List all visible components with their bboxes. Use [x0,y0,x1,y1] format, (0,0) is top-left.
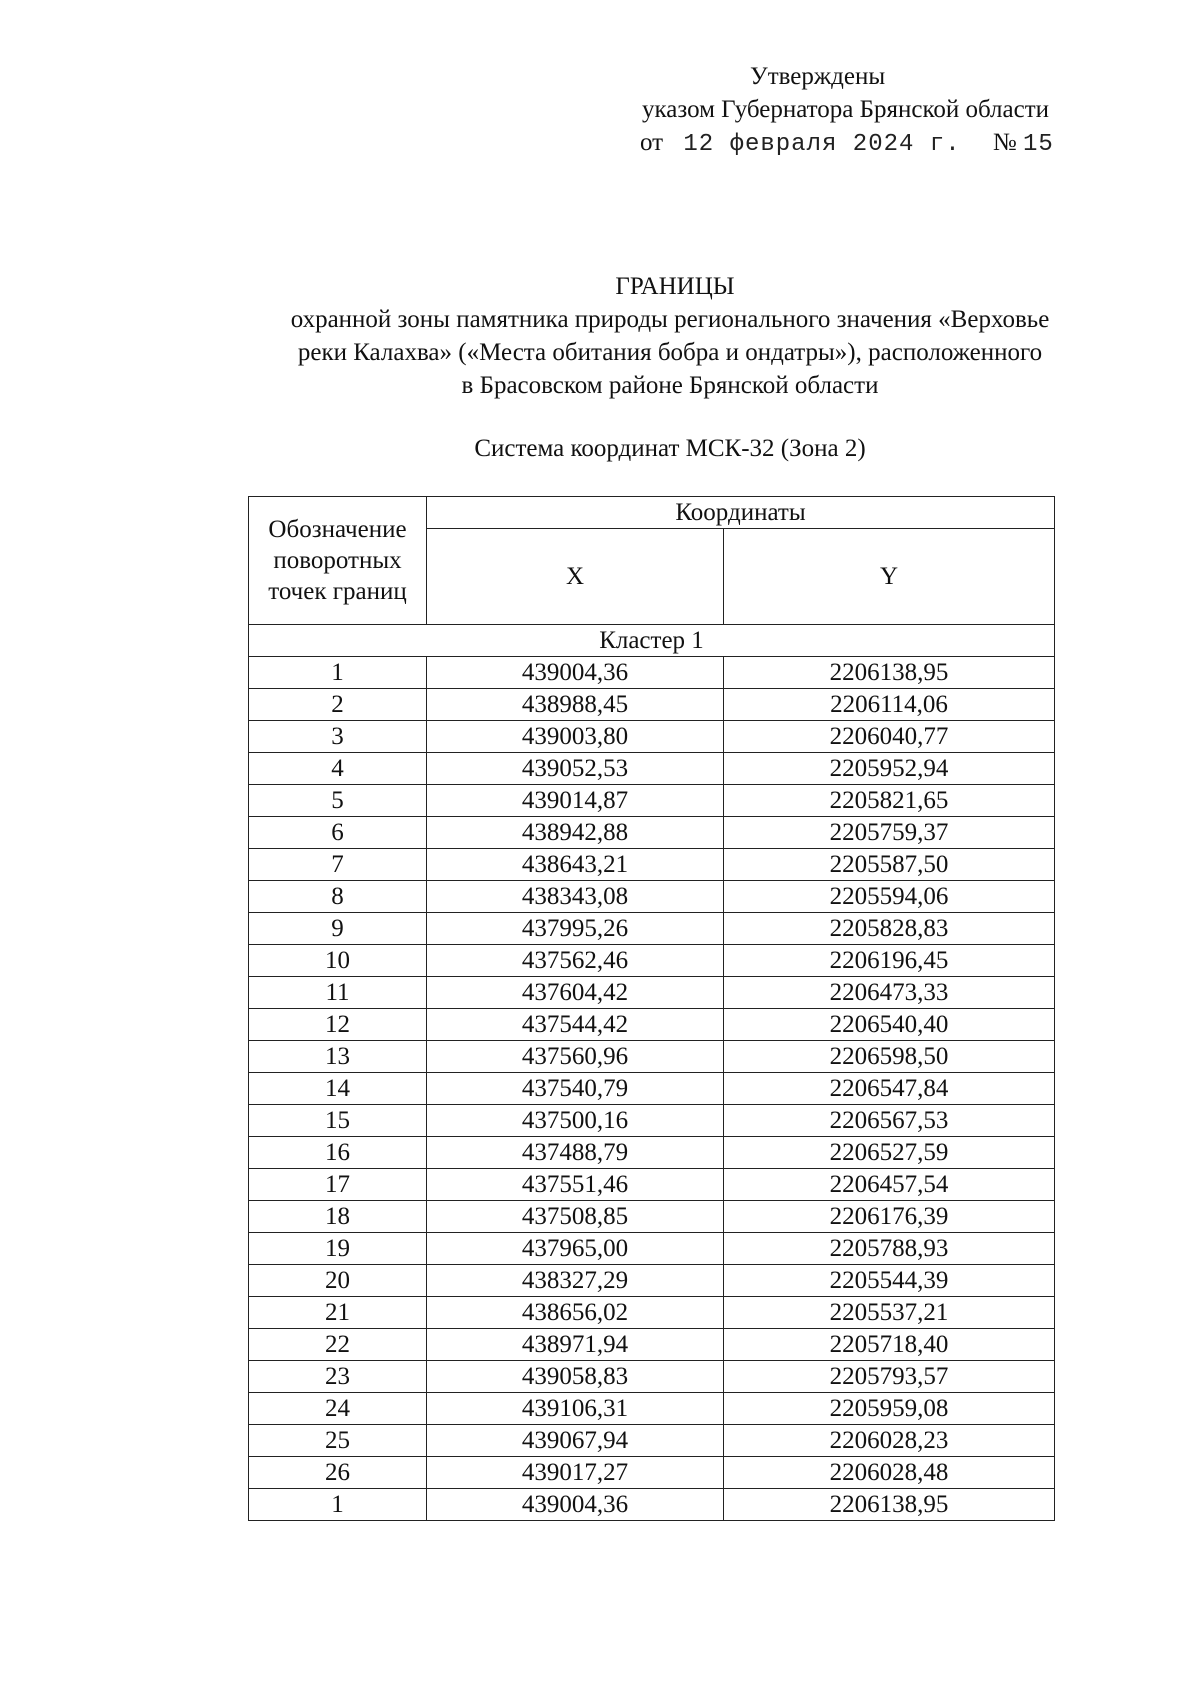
y-coordinate-cell: 2206547,84 [724,1073,1055,1105]
y-column-header: Y [724,529,1055,625]
x-coordinate-cell: 437995,26 [427,913,724,945]
y-coordinate-cell: 2205952,94 [724,753,1055,785]
x-coordinate-cell: 438656,02 [427,1297,724,1329]
point-cell: 23 [249,1361,427,1393]
x-coordinate-cell: 439017,27 [427,1457,724,1489]
table-row [249,1361,1055,1393]
y-coordinate-cell: 2205788,93 [724,1233,1055,1265]
x-coordinate-cell: 438343,08 [427,881,724,913]
x-coordinate-cell: 437604,42 [427,977,724,1009]
point-cell: 7 [249,849,427,881]
x-coordinate-cell: 438942,88 [427,817,724,849]
x-coordinate-cell: 437544,42 [427,1009,724,1041]
table-row [249,1169,1055,1201]
approval-date: 12 февраля 2024 г. [683,131,961,158]
y-coordinate-cell: 2205959,08 [724,1393,1055,1425]
x-coordinate-cell: 438643,21 [427,849,724,881]
y-coordinate-cell: 2206457,54 [724,1169,1055,1201]
x-coordinate-cell: 437500,16 [427,1105,724,1137]
table-row [249,1073,1055,1105]
y-coordinate-cell: 2206028,23 [724,1425,1055,1457]
x-coordinate-cell: 437562,46 [427,945,724,977]
point-cell: 12 [249,1009,427,1041]
point-cell: 26 [249,1457,427,1489]
approval-from-label: от [640,129,664,156]
document-title [220,270,1120,402]
y-coordinate-cell: 2206598,50 [724,1041,1055,1073]
y-coordinate-cell: 2206138,95 [724,1489,1055,1521]
x-coordinate-cell: 438988,45 [427,689,724,721]
x-column-header: X [427,529,724,625]
table-row [249,721,1055,753]
title-heading: ГРАНИЦЫ [615,273,735,300]
y-coordinate-cell: 2206176,39 [724,1201,1055,1233]
table-row [249,689,1055,721]
table-row [249,1265,1055,1297]
table-row [249,1137,1055,1169]
point-cell: 1 [249,657,427,689]
x-coordinate-cell: 438971,94 [427,1329,724,1361]
y-coordinate-cell: 2206138,95 [724,657,1055,689]
title-line-3: в Брасовском районе Брянской области [461,372,879,399]
point-cell: 9 [249,913,427,945]
table-row [249,849,1055,881]
coordinate-system-label: Система координат МСК-32 (Зона 2) [474,435,866,462]
table-row [249,913,1055,945]
table-row [249,1457,1055,1489]
point-cell: 10 [249,945,427,977]
table-row [249,1201,1055,1233]
x-coordinate-cell: 437965,00 [427,1233,724,1265]
point-cell: 17 [249,1169,427,1201]
point-cell: 13 [249,1041,427,1073]
table-row [249,1009,1055,1041]
y-coordinate-cell: 2205718,40 [724,1329,1055,1361]
x-coordinate-cell: 439014,87 [427,785,724,817]
x-coordinate-cell: 439004,36 [427,657,724,689]
y-coordinate-cell: 2205587,50 [724,849,1055,881]
table-row [249,753,1055,785]
point-cell: 15 [249,1105,427,1137]
table-row [249,1489,1055,1521]
y-coordinate-cell: 2205793,57 [724,1361,1055,1393]
table-row [249,1233,1055,1265]
y-coordinate-cell: 2205594,06 [724,881,1055,913]
point-cell: 8 [249,881,427,913]
table-row [249,1425,1055,1457]
point-cell: 20 [249,1265,427,1297]
table-row [249,977,1055,1009]
approval-line-2: указом Губернатора Брянской области [642,96,1050,123]
table-row [249,881,1055,913]
table-row [249,1105,1055,1137]
x-coordinate-cell: 439052,53 [427,753,724,785]
y-coordinate-cell: 2206473,33 [724,977,1055,1009]
table-row [249,945,1055,977]
x-coordinate-cell: 439004,36 [427,1489,724,1521]
approval-date-line [600,126,1120,161]
point-cell: 16 [249,1137,427,1169]
table-row [249,1393,1055,1425]
x-coordinate-cell: 439106,31 [427,1393,724,1425]
point-cell: 18 [249,1201,427,1233]
point-cell: 11 [249,977,427,1009]
table-row [249,1297,1055,1329]
x-coordinate-cell: 439067,94 [427,1425,724,1457]
table-row [249,817,1055,849]
x-coordinate-cell: 439058,83 [427,1361,724,1393]
y-coordinate-cell: 2206114,06 [724,689,1055,721]
y-coordinate-cell: 2205821,65 [724,785,1055,817]
y-coordinate-cell: 2205828,83 [724,913,1055,945]
y-coordinate-cell: 2206540,40 [724,1009,1055,1041]
approval-number-label: № [992,129,1017,156]
approval-block [600,60,1120,161]
title-line-2: реки Калахва» («Места обитания бобра и ондатры»), расположенного [297,339,1043,366]
y-coordinate-cell: 2206040,77 [724,721,1055,753]
table-row [249,785,1055,817]
table-row [249,1329,1055,1361]
point-cell: 6 [249,817,427,849]
table-row [249,1041,1055,1073]
approval-line-1: Утверждены [750,63,886,90]
point-cell: 19 [249,1233,427,1265]
point-cell: 1 [249,1489,427,1521]
x-coordinate-cell: 438327,29 [427,1265,724,1297]
y-coordinate-cell: 2205544,39 [724,1265,1055,1297]
point-cell: 5 [249,785,427,817]
x-coordinate-cell: 437560,96 [427,1041,724,1073]
coordinates-table [248,496,1055,1521]
point-cell: 24 [249,1393,427,1425]
point-cell: 3 [249,721,427,753]
y-coordinate-cell: 2206527,59 [724,1137,1055,1169]
point-cell: 25 [249,1425,427,1457]
point-cell: 14 [249,1073,427,1105]
x-coordinate-cell: 439003,80 [427,721,724,753]
table-row [249,657,1055,689]
approval-number: 15 [1022,131,1054,158]
point-cell: 4 [249,753,427,785]
x-coordinate-cell: 437540,79 [427,1073,724,1105]
point-cell: 2 [249,689,427,721]
x-coordinate-cell: 437551,46 [427,1169,724,1201]
title-line-1: охранной зоны памятника природы регионального значения «Верховье [290,306,1050,333]
points-column-header: Обозначение поворотных точек границ [249,497,427,625]
y-coordinate-cell: 2205759,37 [724,817,1055,849]
y-coordinate-cell: 2206567,53 [724,1105,1055,1137]
point-cell: 21 [249,1297,427,1329]
x-coordinate-cell: 437508,85 [427,1201,724,1233]
y-coordinate-cell: 2206196,45 [724,945,1055,977]
x-coordinate-cell: 437488,79 [427,1137,724,1169]
y-coordinate-cell: 2206028,48 [724,1457,1055,1489]
y-coordinate-cell: 2205537,21 [724,1297,1055,1329]
point-cell: 22 [249,1329,427,1361]
coordinates-header: Координаты [427,497,1055,529]
cluster-label: Кластер 1 [249,625,1055,657]
